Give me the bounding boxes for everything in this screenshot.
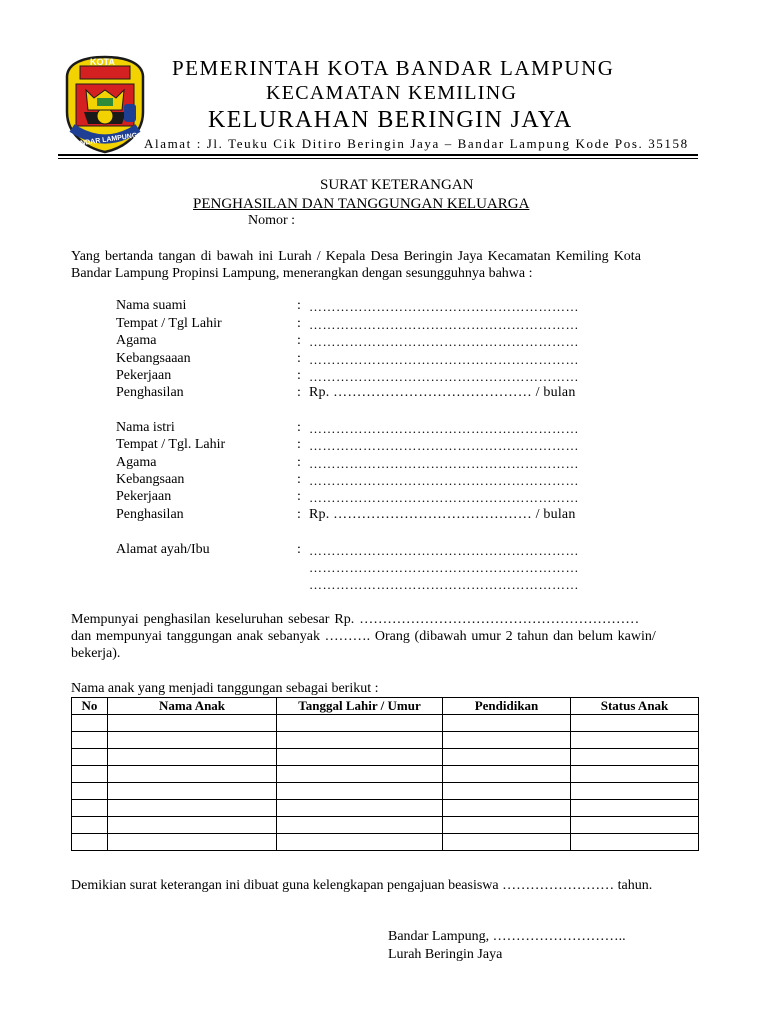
table-cell <box>277 834 443 851</box>
wife-nationality-dots: …………………………………………………… <box>309 473 579 488</box>
table-cell <box>277 817 443 834</box>
husband-income-colon: : <box>297 385 301 400</box>
table-row <box>72 783 699 800</box>
table-row <box>72 817 699 834</box>
table-cell <box>571 732 699 749</box>
header-child-name: Nama Anak <box>108 698 277 715</box>
table-cell <box>443 749 571 766</box>
table-cell <box>571 715 699 732</box>
wife-nationality-label: Kebangsaan <box>116 472 185 487</box>
parents-address-dots-3: …………………………………………………… <box>309 577 579 592</box>
wife-job-dots: …………………………………………………… <box>309 490 579 505</box>
parents-address-dots-2: …………………………………………………… <box>309 560 579 575</box>
government-line: PEMERINTAH KOTA BANDAR LAMPUNG <box>172 56 615 80</box>
husband-job-dots: …………………………………………………… <box>309 369 579 384</box>
summary-line-2: dan mempunyai tanggungan anak sebanyak ………. Orang (dibawah umur 2 tahun dan belum kawin/ <box>71 629 656 644</box>
table-cell <box>72 749 108 766</box>
table-cell <box>443 783 571 800</box>
intro-line-2: Bandar Lampung Propinsi Lampung, menerangkan dengan sesungguhnya bahwa : <box>71 266 533 281</box>
header-child-status: Status Anak <box>571 698 699 715</box>
table-cell <box>443 800 571 817</box>
table-cell <box>277 749 443 766</box>
table-cell <box>72 715 108 732</box>
address-line: Alamat : Jl. Teuku Cik Ditiro Beringin Jaya – Bandar Lampung Kode Pos. 35158 <box>144 136 689 151</box>
children-intro: Nama anak yang menjadi tanggungan sebagai berikut : <box>71 681 379 696</box>
wife-income-colon: : <box>297 507 301 522</box>
table-row <box>72 834 699 851</box>
header-rule-thick <box>58 154 698 156</box>
wife-name-label: Nama istri <box>116 420 175 435</box>
table-cell <box>571 749 699 766</box>
husband-name-dots: …………………………………………………… <box>309 299 579 314</box>
logo-text-bottom: BANDAR LAMPUNG <box>69 132 138 149</box>
table-cell <box>72 817 108 834</box>
husband-birth-colon: : <box>297 316 301 331</box>
summary-line-1: Mempunyai penghasilan keseluruhan sebesar Rp. …………………………………………………… <box>71 612 640 627</box>
table-cell <box>443 817 571 834</box>
parents-address-colon: : <box>297 542 301 557</box>
wife-job-colon: : <box>297 489 301 504</box>
table-cell <box>108 715 277 732</box>
table-cell <box>443 834 571 851</box>
wife-religion-dots: …………………………………………………… <box>309 456 579 471</box>
wife-nationality-colon: : <box>297 472 301 487</box>
district-line: KECAMATAN KEMILING <box>266 82 518 104</box>
table-cell <box>108 749 277 766</box>
wife-birth-colon: : <box>297 437 301 452</box>
table-cell <box>72 783 108 800</box>
table-row <box>72 749 699 766</box>
table-cell <box>443 715 571 732</box>
table-cell <box>277 715 443 732</box>
husband-religion-colon: : <box>297 333 301 348</box>
header-rule-thin <box>58 158 698 159</box>
wife-birth-dots: …………………………………………………… <box>309 438 579 453</box>
table-row <box>72 800 699 817</box>
header-no: No <box>72 698 108 715</box>
husband-religion-dots: …………………………………………………… <box>309 334 579 349</box>
husband-religion-label: Agama <box>116 333 157 348</box>
table-cell <box>108 834 277 851</box>
table-cell <box>108 732 277 749</box>
intro-line-1: Yang bertanda tangan di bawah ini Lurah / Kepala Desa Beringin Jaya Kecamatan Kemiling Kota <box>71 249 641 264</box>
closing-statement: Demikian surat keterangan ini dibuat guna kelengkapan pengajuan beasiswa …………………… tahun. <box>71 878 653 893</box>
husband-nationality-colon: : <box>297 351 301 366</box>
wife-religion-colon: : <box>297 455 301 470</box>
husband-job-colon: : <box>297 368 301 383</box>
husband-income-label: Penghasilan <box>116 385 184 400</box>
husband-birth-label: Tempat / Tgl Lahir <box>116 316 222 331</box>
village-line: KELURAHAN BERINGIN JAYA <box>208 107 573 133</box>
table-row <box>72 732 699 749</box>
table-cell <box>443 766 571 783</box>
husband-birth-dots: …………………………………………………… <box>309 317 579 332</box>
husband-name-colon: : <box>297 298 301 313</box>
document-number-label: Nomor : <box>248 213 296 228</box>
summary-line-3: bekerja). <box>71 646 121 661</box>
table-cell <box>277 783 443 800</box>
table-cell <box>108 783 277 800</box>
table-cell <box>72 834 108 851</box>
table-cell <box>277 800 443 817</box>
document-subtitle: PENGHASILAN DAN TANGGUNGAN KELUARGA <box>193 196 530 212</box>
document-title: SURAT KETERANGAN <box>320 177 474 193</box>
wife-job-label: Pekerjaan <box>116 489 172 504</box>
table-row <box>72 766 699 783</box>
table-cell <box>571 766 699 783</box>
wife-income-fill: Rp. …………………………………… / bulan <box>309 507 576 522</box>
table-cell <box>571 800 699 817</box>
header-education: Pendidikan <box>443 698 571 715</box>
wife-birth-label: Tempat / Tgl. Lahir <box>116 437 226 452</box>
table-row <box>72 715 699 732</box>
table-cell <box>72 732 108 749</box>
husband-income-fill: Rp. …………………………………… / bulan <box>309 385 576 400</box>
husband-job-label: Pekerjaan <box>116 368 172 383</box>
signature-place-date: Bandar Lampung, ……………………….. <box>388 929 626 944</box>
husband-nationality-label: Kebangsaaan <box>116 351 191 366</box>
wife-name-dots: …………………………………………………… <box>309 421 579 436</box>
table-cell <box>571 834 699 851</box>
wife-religion-label: Agama <box>116 455 157 470</box>
children-table <box>71 697 699 851</box>
wife-name-colon: : <box>297 420 301 435</box>
signature-title: Lurah Beringin Jaya <box>388 947 503 962</box>
table-cell <box>108 766 277 783</box>
table-cell <box>571 817 699 834</box>
table-cell <box>571 783 699 800</box>
table-cell <box>72 766 108 783</box>
table-cell <box>277 766 443 783</box>
husband-nationality-dots: …………………………………………………… <box>309 352 579 367</box>
wife-income-label: Penghasilan <box>116 507 184 522</box>
logo-text-top: KOTA <box>90 57 115 67</box>
parents-address-dots-1: …………………………………………………… <box>309 543 579 558</box>
header-birth-age: Tanggal Lahir / Umur <box>277 698 443 715</box>
table-cell <box>443 732 571 749</box>
children-table-header-row <box>72 698 699 715</box>
husband-name-label: Nama suami <box>116 298 187 313</box>
table-cell <box>72 800 108 817</box>
table-cell <box>277 732 443 749</box>
table-cell <box>108 817 277 834</box>
parents-address-label: Alamat ayah/Ibu <box>116 542 210 557</box>
table-cell <box>108 800 277 817</box>
